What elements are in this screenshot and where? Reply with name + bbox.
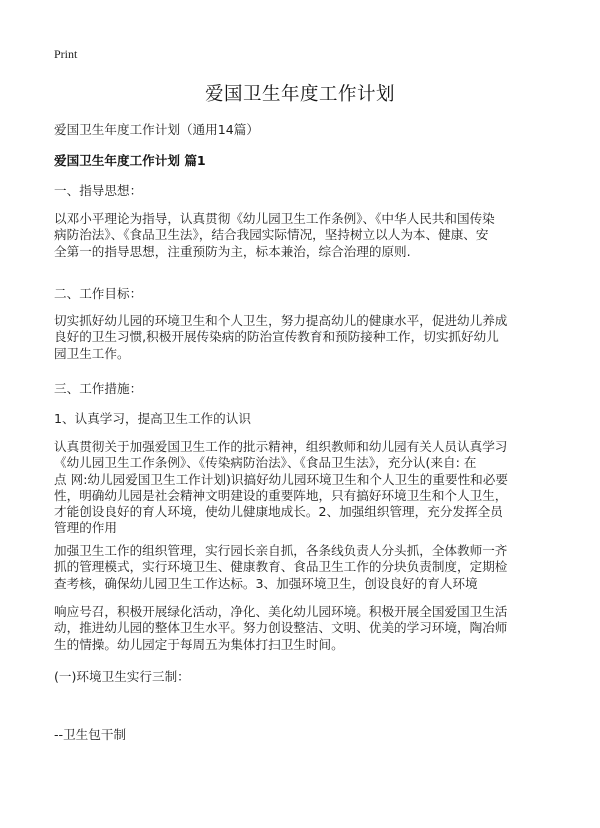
document-subtitle: 爱国卫生年度工作计划（通用14篇）	[54, 122, 259, 137]
section-heading: 爱国卫生年度工作计划 篇1	[54, 153, 206, 168]
subheading-three-systems: (一)环境卫生实行三制：	[54, 669, 190, 684]
paragraph-line: 园卫生工作。	[54, 345, 130, 361]
subheading-study: 1、认真学习，提高卫生工作的认识	[54, 411, 251, 426]
paragraph-work-goals	[54, 313, 554, 362]
heading-work-goals: 二、工作目标：	[54, 286, 143, 301]
paragraph-line: 生的情操。幼儿园定于每周五为集体打扫卫生时间。	[54, 636, 344, 652]
paragraph-line: 良好的卫生习惯,积极开展传染病的防治宣传教育和预防接种工作，切实抓好幼儿	[54, 329, 499, 345]
paragraph-line: 抓的管理模式，实行环境卫生、健康教育、食品卫生工作的分块负责制度，定期检	[54, 559, 508, 575]
heading-work-measures: 三、工作措施：	[54, 381, 143, 396]
paragraph-line: 响应号召，积极开展绿化活动，净化、美化幼儿园环境。积极开展全国爱国卫生活	[54, 604, 508, 619]
paragraph-study	[54, 439, 554, 537]
paragraph-line: 加强卫生工作的组织管理，实行园长亲自抓，各条线负责人分头抓，全体教师一齐	[54, 543, 508, 558]
paragraph-line: 《幼儿园卫生工作条例》、《传染病防治法》、《食品卫生法》，充分认(来自: 在	[54, 455, 477, 471]
paragraph-line: 动，推进幼儿园的整体卫生水平。努力创设整洁、文明、优美的学习环境，陶冶师	[54, 620, 508, 636]
paragraph-line: 病防治法》、《食品卫生法》，结合我园实际情况，坚持树立以人为本、健康、安	[54, 227, 489, 243]
paragraph-line: 全第一的指导思想，注重预防为主，标本兼治，综合治理的原则.	[54, 243, 411, 259]
paragraph-management	[54, 543, 554, 592]
paragraph-line: 以邓小平理论为指导，认真贯彻《幼儿园卫生工作条例》、《中华人民共和国传染	[54, 211, 495, 226]
paragraph-line: 认真贯彻关于加强爱国卫生工作的批示精神，组织教师和幼儿园有关人员认真学习	[54, 439, 508, 454]
paragraph-line: 点 网:幼儿园爱国卫生工作计划)识搞好幼儿园环境卫生和个人卫生的重要性和必要	[54, 471, 508, 487]
list-item-sanitation-responsibility: --卫生包干制	[54, 727, 127, 742]
paragraph-line: 管理的作用	[54, 520, 117, 536]
heading-guiding-thought: 一、指导思想：	[54, 183, 143, 198]
paragraph-line: 才能创设良好的育人环境，使幼儿健康地成长。2、加强组织管理，充分发挥全员	[54, 504, 503, 520]
paragraph-line: 查考核，确保幼儿园卫生工作达标。3、加强环境卫生，创设良好的育人环境	[54, 575, 478, 591]
paragraph-line: 性，明确幼儿园是社会精神文明建设的重要阵地，只有搞好环境卫生和个人卫生，	[54, 487, 508, 503]
document-title: 爱国卫生年度工作计划	[204, 84, 395, 105]
paragraph-line: 切实抓好幼儿园的环境卫生和个人卫生，努力提高幼儿的健康水平，促进幼儿养成	[54, 313, 508, 328]
paragraph-environment	[54, 604, 554, 653]
print-label: Print	[54, 47, 78, 61]
paragraph-guiding-thought	[54, 211, 554, 260]
